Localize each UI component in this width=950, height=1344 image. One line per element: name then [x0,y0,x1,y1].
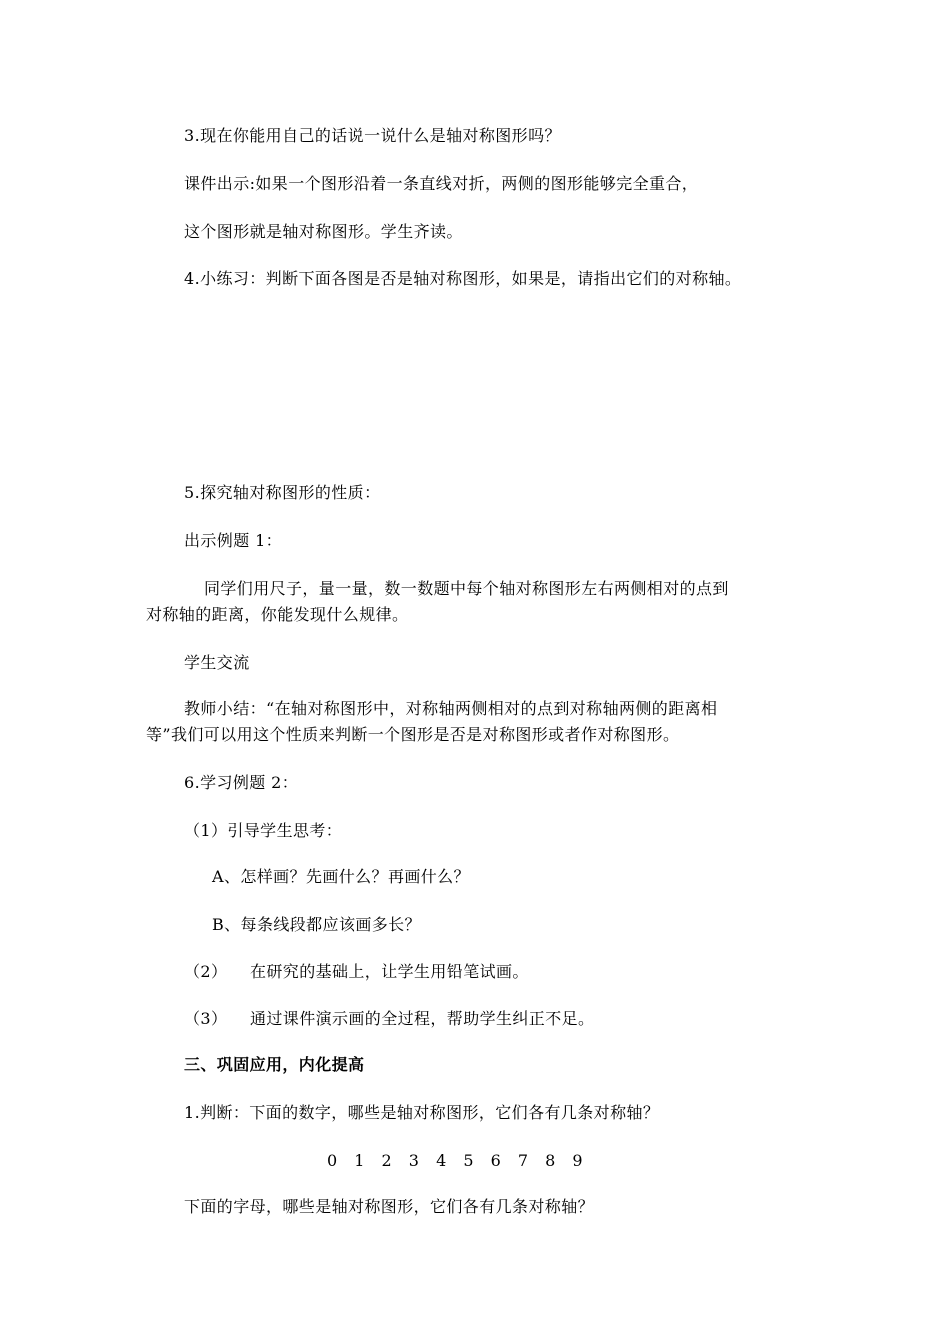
example-1-text-line-2: 对称轴的距离，你能发现什么规律。 [146,605,409,624]
practice-4: 4.小练习：判断下面各图是否是轴对称图形，如果是，请指出它们的对称轴。 [184,269,742,288]
teacher-summary-line-1: 教师小结：“在轴对称图形中，对称轴两侧相对的点到对称轴两侧的距离相 [184,699,718,718]
question-3: 3.现在你能用自己的话说一说什么是轴对称图形吗？ [184,126,561,145]
figure-placeholder [184,305,804,465]
example-1-text-line-1: 同学们用尺子，量一量，数一数题中每个轴对称图形左右两侧相对的点到 [204,579,729,598]
explore-5: 5.探究轴对称图形的性质： [184,483,381,502]
step-1: （1）引导学生思考： [184,821,343,840]
exercise-1: 1.判断：下面的数字，哪些是轴对称图形，它们各有几条对称轴？ [184,1103,660,1122]
teacher-summary-line-2: 等”我们可以用这个性质来判断一个图形是否是对称图形或者作对称图形。 [146,725,680,744]
step-3-text: 通过课件演示画的全过程，帮助学生纠正不足。 [250,1009,595,1028]
step-2-text: 在研究的基础上，让学生用铅笔试画。 [250,962,529,981]
step-3-number: （3） [184,1009,228,1028]
step-1-b: B、每条线段都应该画多长？ [212,915,421,934]
step-1-a: A、怎样画？先画什么？再画什么？ [212,867,470,886]
courseware-definition-line-2: 这个图形就是轴对称图形。学生齐读。 [184,222,463,241]
courseware-definition-line-1: 课件出示:如果一个图形沿着一条直线对折，两侧的图形能够完全重合， [184,174,699,193]
section-heading-3: 三、巩固应用，内化提高 [184,1055,365,1074]
example-2-label: 6.学习例题 2： [184,773,299,792]
letters-question: 下面的字母，哪些是轴对称图形，它们各有几条对称轴？ [184,1197,595,1216]
example-1-label: 出示例题 1： [184,531,283,550]
digits-row: 0 1 2 3 4 5 6 7 8 9 [327,1151,589,1170]
student-exchange: 学生交流 [184,653,250,672]
step-2-number: （2） [184,962,228,981]
